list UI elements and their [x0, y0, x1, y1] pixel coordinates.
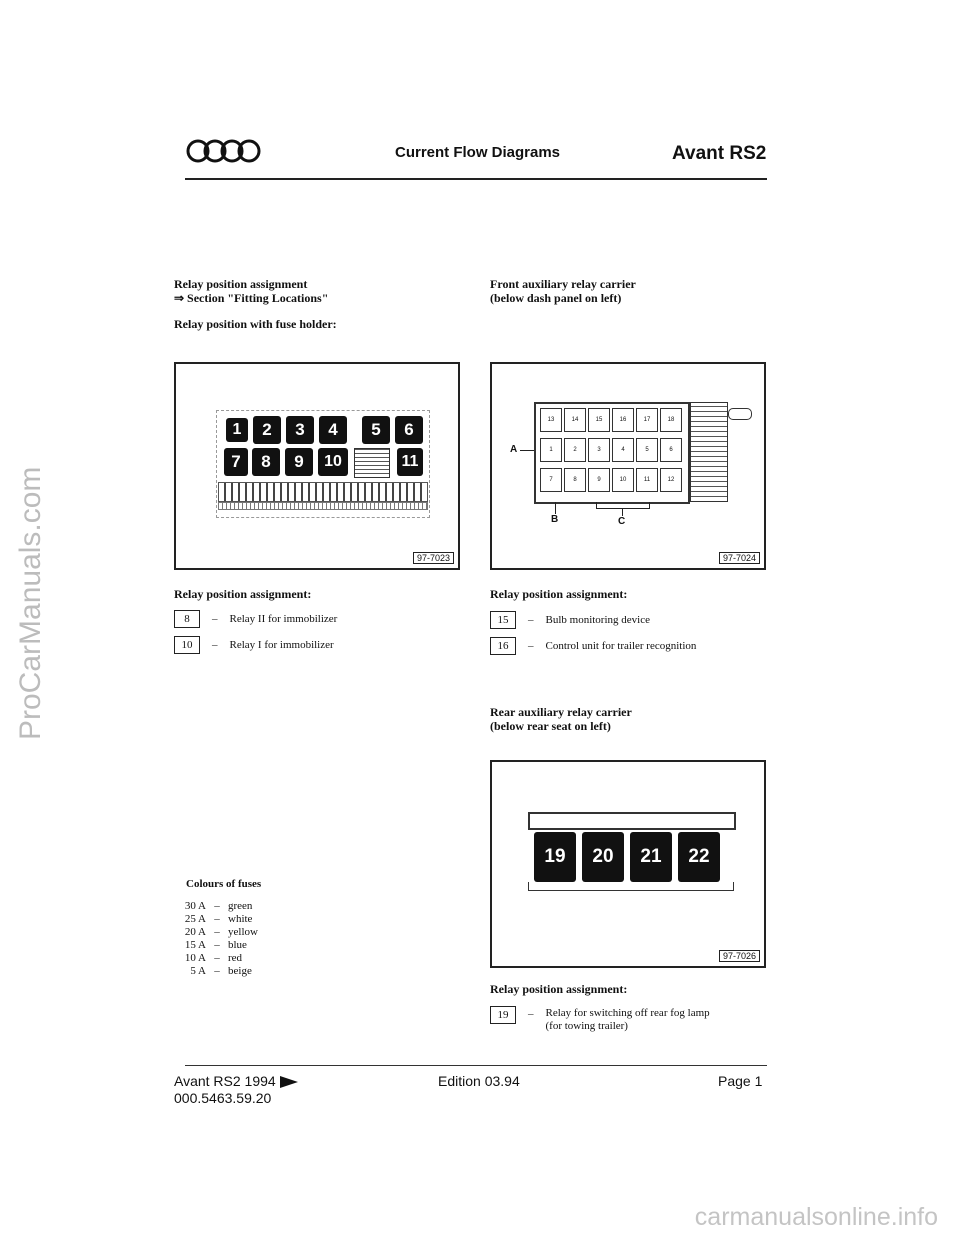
figure-rear-carrier	[490, 760, 766, 968]
front-cell: 4	[612, 438, 634, 462]
front-cell: 14	[564, 408, 586, 432]
fuse-row: 30 A – green	[178, 900, 258, 913]
relay-1: 1	[226, 418, 248, 442]
relay-7: 7	[224, 448, 248, 476]
front-cell: 3	[588, 438, 610, 462]
relay-10: 10	[318, 448, 348, 476]
assignment-text: Control unit for trailer recognition	[545, 639, 697, 652]
front-assign-title: Relay position assignment:	[490, 587, 628, 601]
dash: –	[528, 614, 534, 626]
label-b: B	[551, 514, 559, 525]
intro-line-2: ⇒ Section "Fitting Locations"	[174, 291, 329, 305]
front-cell: 15	[588, 408, 610, 432]
relay-5: 5	[362, 416, 390, 444]
fuse-colour: white	[228, 913, 253, 925]
figure-ref-7026: 97-7026	[719, 950, 760, 962]
front-cell: 8	[564, 468, 586, 492]
front-cell: 16	[612, 408, 634, 432]
fuse-amp: 30 A	[184, 900, 206, 912]
footer-left	[174, 1073, 298, 1107]
left-assignment-row	[174, 610, 337, 628]
front-cell: 13	[540, 408, 562, 432]
continue-arrow-icon	[280, 1076, 298, 1088]
intro-heading	[174, 277, 454, 305]
fuse-colour: red	[228, 952, 243, 964]
front-cell: 2	[564, 438, 586, 462]
bottom-watermark: carmanualsonline.info	[694, 1203, 938, 1231]
dash: –	[528, 640, 534, 652]
fuse-colour: green	[228, 900, 253, 912]
assignment-text-line-1: Relay for switching off rear fog lamp	[545, 1007, 710, 1019]
side-watermark-text: ProCarManuals.com	[14, 466, 47, 740]
figure-ref-7024: 97-7024	[719, 552, 760, 564]
left-assignment-row	[174, 636, 334, 654]
relay-9: 9	[285, 448, 313, 476]
footer-page: Page 1	[718, 1073, 763, 1089]
relay-11: 11	[397, 448, 423, 476]
fuses-title: Colours of fuses	[186, 878, 262, 890]
front-cell: 17	[636, 408, 658, 432]
fuse-amp: 5 A	[190, 965, 206, 977]
relay-8: 8	[252, 448, 280, 476]
fuse-colour: blue	[228, 939, 247, 951]
intro-line-1: Relay position assignment	[174, 277, 308, 291]
rear-carrier-bottom-rail	[528, 882, 734, 891]
small-relay-block	[354, 448, 390, 478]
front-carrier-heading	[490, 277, 770, 305]
rear-carrier-top-rail	[528, 812, 736, 830]
fuse-row: 5 A – beige	[178, 965, 258, 978]
front-cell: 11	[636, 468, 658, 492]
rear-carrier-heading	[490, 705, 770, 733]
figure-ref-7023: 97-7023	[413, 552, 454, 564]
relay-number-box: 8	[174, 610, 200, 628]
label-c-line	[622, 508, 623, 516]
front-carrier-title: Front auxiliary relay carrier	[490, 277, 636, 291]
front-cell: 7	[540, 468, 562, 492]
assignment-text: Bulb monitoring device	[545, 613, 650, 626]
front-assignment-row	[490, 637, 696, 655]
front-connector	[728, 408, 752, 420]
front-cell: 9	[588, 468, 610, 492]
front-cell: 5	[636, 438, 658, 462]
label-b-line	[555, 502, 556, 514]
intro-fuse-holder: Relay position with fuse holder:	[174, 317, 337, 331]
relay-number-box: 19	[490, 1006, 516, 1024]
rear-relay-19: 19	[534, 832, 576, 882]
label-c: C	[618, 516, 626, 527]
header-model: Avant RS2	[672, 143, 767, 164]
fuse-row: 15 A – blue	[178, 939, 258, 952]
relay-2: 2	[253, 416, 281, 444]
fuse-strip	[218, 482, 428, 502]
footer-edition: Edition 03.94	[438, 1073, 520, 1089]
fuse-strip-lower	[218, 502, 428, 510]
front-carrier-location: (below dash panel on left)	[490, 291, 622, 305]
label-a-line	[520, 450, 534, 451]
fuse-amp: 25 A	[184, 913, 206, 925]
fuse-colour: beige	[228, 965, 252, 977]
header-title: Current Flow Diagrams	[395, 144, 561, 161]
label-a: A	[510, 444, 518, 455]
side-watermark	[8, 466, 48, 820]
assignment-text-line-2: (for towing trailer)	[545, 1020, 628, 1032]
relay-number-box: 10	[174, 636, 200, 654]
relay-number-box: 16	[490, 637, 516, 655]
left-assign-title: Relay position assignment:	[174, 587, 312, 601]
front-cell: 18	[660, 408, 682, 432]
dash: –	[212, 613, 218, 625]
relay-6: 6	[395, 416, 423, 444]
assignment-text: Relay II for immobilizer	[229, 612, 338, 625]
fuse-colour-list	[178, 900, 258, 978]
dash: –	[528, 1008, 534, 1020]
rear-relay-20: 20	[582, 832, 624, 882]
front-cell: 12	[660, 468, 682, 492]
front-assignment-row	[490, 611, 650, 629]
front-cell: 10	[612, 468, 634, 492]
front-fuse-block	[690, 402, 728, 502]
rear-assign-title: Relay position assignment:	[490, 982, 628, 996]
fuse-row: 20 A – yellow	[178, 926, 258, 939]
front-cell: 6	[660, 438, 682, 462]
rear-carrier-title: Rear auxiliary relay carrier	[490, 705, 632, 719]
header-rule	[185, 178, 767, 180]
relay-number-box: 15	[490, 611, 516, 629]
front-cell: 1	[540, 438, 562, 462]
fuse-amp: 15 A	[184, 939, 206, 951]
fuse-row: 25 A – white	[178, 913, 258, 926]
fuse-row: 10 A – red	[178, 952, 258, 965]
figure-front-carrier	[490, 362, 766, 570]
fuse-amp: 10 A	[184, 952, 206, 964]
footer-model-year: Avant RS2 1994	[174, 1073, 276, 1089]
relay-4: 4	[319, 416, 347, 444]
relay-3: 3	[286, 416, 314, 444]
rear-carrier-location: (below rear seat on left)	[490, 719, 611, 733]
rear-relay-21: 21	[630, 832, 672, 882]
fuse-colour: yellow	[228, 926, 258, 938]
figure-fuse-holder	[174, 362, 460, 570]
footer-rule	[185, 1065, 767, 1066]
fuse-amp: 20 A	[184, 926, 206, 938]
rear-assignment-row	[490, 1006, 710, 1033]
dash: –	[212, 639, 218, 651]
footer-part-number: 000.5463.59.20	[174, 1090, 272, 1106]
label-c-bracket	[596, 502, 650, 509]
assignment-text	[546, 1006, 710, 1033]
four-rings-logo	[185, 138, 265, 164]
rear-relay-22: 22	[678, 832, 720, 882]
assignment-text: Relay I for immobilizer	[229, 638, 334, 651]
